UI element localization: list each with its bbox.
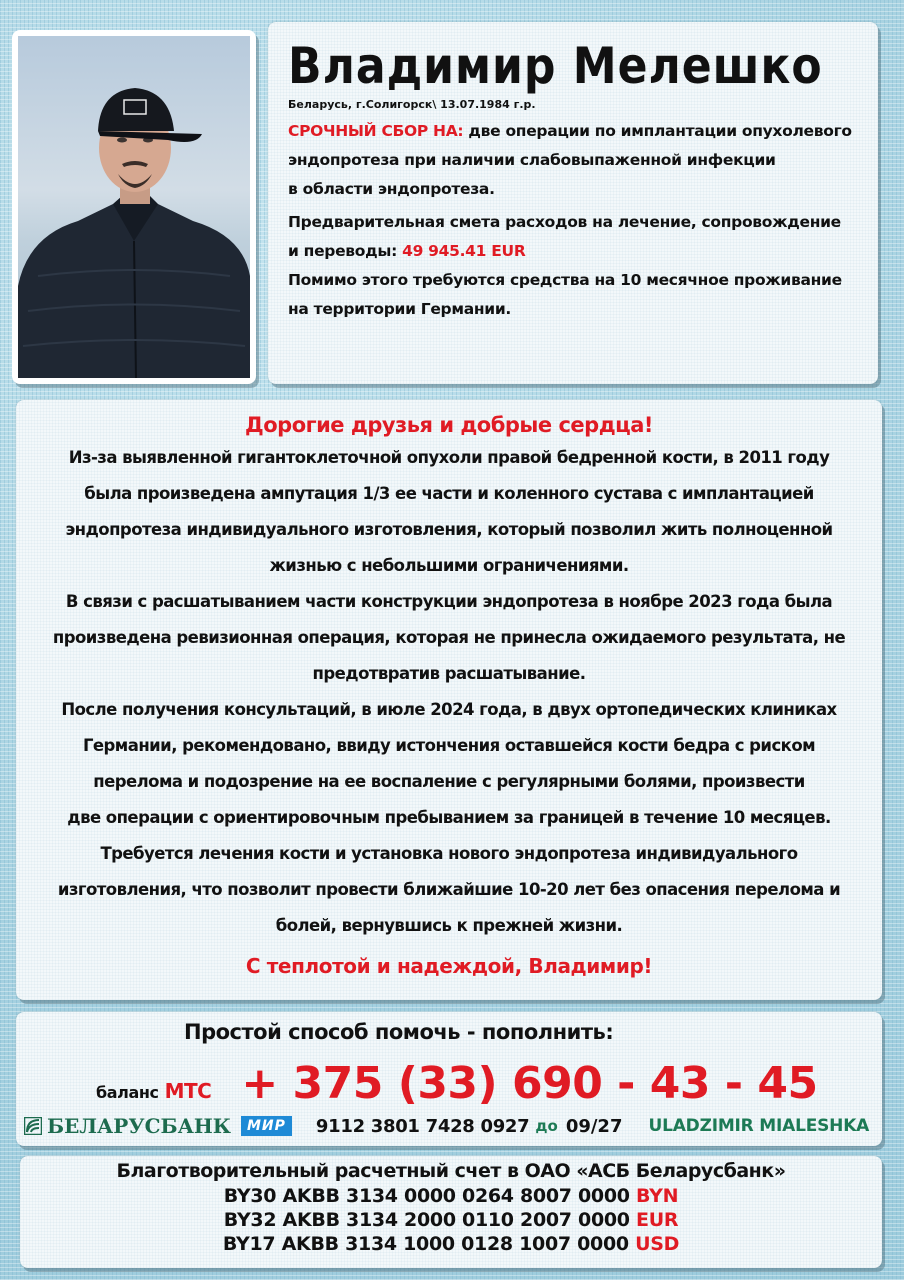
bank-name: БЕЛАРУСБАНК [47, 1114, 231, 1138]
urgent-line: эндопротеза при наличии слабовыпаженной инфекции [288, 151, 776, 169]
account-panel [20, 1156, 882, 1268]
bank-card-row [24, 1112, 876, 1140]
urgent-line: две операции по имплантации опухолевого [463, 122, 852, 140]
extra-line: Помимо этого требуются средства на 10 месячное проживание [288, 271, 842, 289]
greeting-heading: Дорогие друзья и добрые сердца! [245, 413, 653, 437]
iban-row [20, 1184, 882, 1208]
story-line: болей, вернувшись к прежней жизни. [275, 916, 623, 935]
story-panel [16, 400, 882, 1000]
estimate-line: Предварительная смета расходов на лечение, сопровождение [288, 213, 841, 231]
iban-number[interactable]: BY30 AKBB 3134 0000 0264 8007 0000 [223, 1185, 637, 1207]
story-line: эндопротеза индивидуального изготовления, который позволил жить полноценной [65, 520, 833, 539]
header-panel [268, 22, 878, 384]
story-line: Требуется лечения кости и установка нового эндопротеза индивидуального [100, 844, 798, 863]
story-line: Из-за выявленной гигантоклеточной опухоли правой бедренной кости, в 2011 году [68, 448, 830, 467]
story-line: произведена ревизионная операция, которая не принесла ожидаемого результата, не [52, 628, 846, 647]
iban-number[interactable]: BY17 AKBB 3134 1000 0128 1007 0000 [222, 1233, 636, 1255]
belarusbank-logo-icon [24, 1117, 42, 1135]
help-title: Простой способ помочь - пополнить: [184, 1020, 614, 1044]
story-line: жизнью с небольшими ограничениями. [269, 556, 629, 575]
iban-currency: USD [635, 1233, 680, 1255]
balance-label: баланс [96, 1083, 159, 1102]
photo-frame [12, 30, 256, 384]
account-title: Благотворительный расчетный счет в ОАО «АСБ Беларусбанк» [116, 1160, 786, 1182]
story-line: изготовления, что позволит провести ближайшие 10-20 лет без опасения перелома и [57, 880, 841, 899]
iban-number[interactable]: BY32 AKBB 3134 2000 0110 2007 0000 [223, 1209, 637, 1231]
extra-line: на территории Германии. [288, 300, 511, 318]
mobile-topup-row [96, 1058, 818, 1110]
card-number[interactable]: 9112 3801 7428 0927 [315, 1115, 530, 1137]
story-line: После получения консультаций, в июле 2024 года, в двух ортопедических клиниках [61, 700, 837, 719]
card-holder: ULADZIMIR MIALESHKA [648, 1116, 870, 1136]
help-panel [16, 1012, 882, 1146]
story-line: была произведена ампутация 1/3 ее части и коленного сустава с имплантацией [84, 484, 814, 503]
mir-logo-icon: МИР [241, 1116, 292, 1136]
until-label: до [535, 1117, 558, 1135]
iban-currency: BYN [636, 1185, 679, 1207]
estimate-prefix: и переводы: [288, 242, 403, 260]
story-line: две операции с ориентировочным пребыванием за границей в течение 10 месяцев. [67, 808, 831, 827]
signoff: С теплотой и надеждой, Владимир! [245, 954, 653, 978]
card-expiry: 09/27 [565, 1115, 623, 1137]
iban-row [20, 1208, 882, 1232]
urgent-line: в области эндопротеза. [288, 180, 495, 198]
portrait-photo [18, 36, 250, 378]
phone-number[interactable]: + 375 (33) 690 - 43 - 45 [241, 1058, 818, 1109]
operator-label: МТС [164, 1079, 212, 1103]
iban-currency: EUR [636, 1209, 679, 1231]
urgent-label: СРОЧНЫЙ СБОР НА: [288, 122, 464, 140]
story-line: В связи с расшатыванием части конструкции эндопротеза в ноябре 2023 года была [65, 592, 833, 611]
urgent-fundraiser [288, 117, 878, 204]
story-line: предотвратив расшатывание. [312, 664, 586, 683]
estimate-amount: 49 945.41 EUR [402, 242, 526, 260]
iban-row [20, 1232, 882, 1256]
portrait-illustration [18, 36, 250, 378]
story-line: перелома и подозрение на ее воспаление с регулярными болями, произвести [93, 772, 805, 791]
person-name: Владимир Мелешко [288, 37, 823, 95]
story-line: Германии, рекомендовано, ввиду истончения оставшейся кости бедра с риском [82, 736, 816, 755]
estimate-total-line [288, 237, 878, 266]
location-dob: Беларусь, г.Солигорск\ 13.07.1984 г.р. [288, 98, 536, 111]
